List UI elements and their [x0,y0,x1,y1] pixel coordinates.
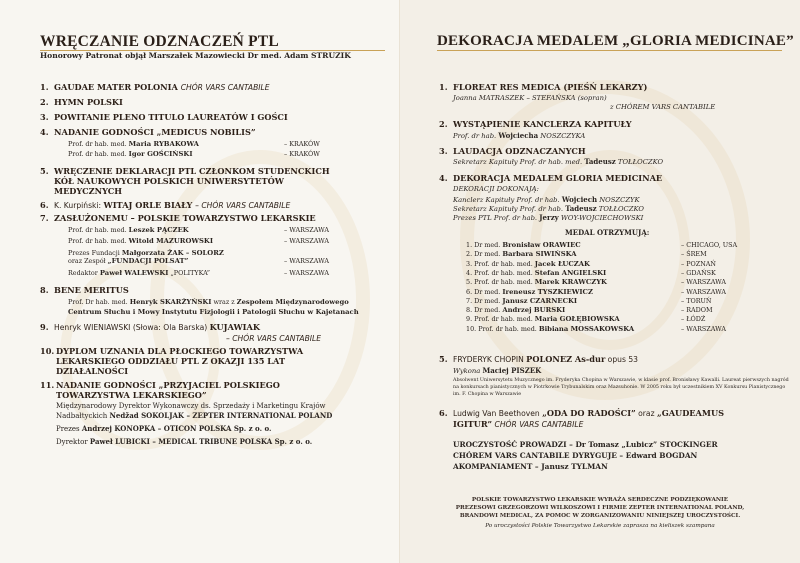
program-item: 3. POWITANIE PLENO TITULO LAUREATÓW I GOŚCI [40,112,288,122]
decorator-line: Kanclerz Kapituły Prof. dr hab. Wojciech NOSZCZYK [453,195,640,204]
program-item: 2. HYMN POLSKI [40,97,123,107]
medal-recipient: 5. Prof. dr hab. med. Marek KRAWCZYK – WARSZAWA [466,278,726,286]
right-title: DEKORACJA MEDALEM „GLORIA MEDICINAE” [437,33,794,49]
thanks-line: POLSKIE TOWARZYSTWO LEKARSKIE WYRAŻA SERDECZNE PODZIĘKOWANIE [471,497,729,503]
program-item: 6. Ludwig Van Beethoven „ODA DO RADOŚCI” oraz „GAUDEAMUS IGITUR” CHÓR VARS CANTABILE [439,408,725,429]
left-title: WRĘCZANIE ODZNACZEŃ PTL [40,33,279,50]
medal-recipient: 7. Dr med. Janusz CZARNECKI – TORUŃ [466,297,712,305]
medal-recipient: 6. Dr med. Ireneusz TYSZKIEWICZ – WARSZAWA [466,288,726,296]
program-item: 7. ZASŁUŻONEMU – POLSKIE TOWARZYSTWO LEKARSKIE [40,213,316,223]
honoree-line: Prof. dr hab. med. Leszek PĄCZEK – WARSZAWA [68,226,329,234]
program-item: 4. DEKORACJA MEDALEM GLORIA MEDICINAE [439,173,663,183]
ceremony-credit: AKOMPANIAMENT – Janusz TYLMAN [453,462,608,471]
invitation-footer: Po uroczystości Polskie Towarzystwo Lekarskie zaprasza na kieliszek szampana [485,523,715,529]
performer-bio: im. F. Chopina w Warszawie [453,392,522,397]
performer-bio: Absolwent Uniwersytetu Muzycznego im. Fryderyka Chopina w Warszawie, w klasie prof. Bronisławy Kawalli. Laureat pierwszych nagród [453,378,789,383]
honoree-line: Międzynarodowy Dyrektor Wykonawczy ds. Sprzedaży i Marketingu Krajów [56,402,326,410]
program-item: 6. K. Kurpiński: WITAJ ORLE BIAŁY – CHÓR VARS CANTABILE [40,200,291,210]
program-item: 2. WYSTĄPIENIE KANCLERZA KAPITUŁY [439,119,632,129]
performer-line: Joanna MATRASZEK – STEFAŃSKA (sopran) [453,94,607,102]
program-item: 11. NADANIE GODNOŚCI „PRZYJACIEL POLSKIEGO TOWARZYSTWA LEKARSKIEGO” [40,380,280,400]
medal-recipient: 9. Prof. dr hab. med. Maria GOŁĘBIOWSKA – ŁÓDŹ [466,315,706,323]
medal-recipient: 4. Prof. dr hab. med. Stefan ANGIELSKI – GDAŃSK [466,269,716,277]
program-item: 10. DYPLOM UZNANIA DLA PŁOCKIEGO TOWARZYSTWA LEKARSKIEGO ODDZIAŁU PTL Z OKAZJI 135 LAT DZIAŁALNOŚCI [40,346,304,376]
honoree-line: Prezes Andrzej KONOPKA – OTICON POLSKA Sp. z o. o. [56,424,272,433]
medal-header: MEDAL OTRZYMUJĄ: [565,228,650,237]
program-item: 1. FLOREAT RES MEDICA (PIEŚŃ LEKARZY) [439,82,648,92]
program-item: 9. Henryk WIENIAWSKI (Słowa: Ola Barska) KUJAWIAK [40,322,260,332]
title-rule [437,50,782,51]
patronage-line: Honorowy Patronat objął Marszałek Mazowiecki Dr med. Adam STRUZIK [40,51,351,60]
medal-recipient: 3. Prof. dr hab. med. Jacek ŁUCZAK – POZNAŃ [466,260,717,268]
program-item: 5. WRĘCZENIE DEKLARACJI PTL CZŁONKOM STUDENCKICH KÓŁ NAUKOWYCH POLSKICH UNIWERSYTETÓW MEDYCZNYCH [40,166,330,196]
program-item: 1. GAUDAE MATER POLONIA CHÓR VARS CANTABILE [40,82,270,92]
honoree-line: Redaktor Paweł WALEWSKI „POLITYKA” – WARSZAWA [68,269,329,277]
honoree-line: Prof. dr hab. med. Witold MAZUROWSKI – WARSZAWA [68,237,329,245]
honoree-line: Nadbałtyckich Nedžad SOKOLJAK – ZEPTER INTERNATIONAL POLAND [56,411,333,420]
honoree-line: Prof. dr hab. med. Maria RYBAKOWA – KRAKÓW [68,140,320,148]
program-item: 5. FRYDERYK CHOPIN POLONEZ As-dur opus 53 [439,354,638,364]
speaker-line: Prof. dr hab. Wojciecha NOSZCZYKA [453,131,586,140]
medal-recipient: 1. Dr med. Bronisław ORAWIEC – CHICAGO, USA [466,241,738,249]
decorator-line: Sekretarz Kapituły Prof. dr hab. Tadeusz TOŁŁOCZKO [453,204,644,213]
honoree-line: Dyrektor Paweł LUBICKI – MEDICAL TRIBUNE POLSKA Sp. z o. o. [56,437,313,446]
performer-line: Wykona Maciej PISZEK [453,366,542,375]
honoree-line: Centrum Słuchu i Mowy Instytutu Fizjologii i Patologii Słuchu w Kajetanach [68,308,359,316]
medal-recipient: 8. Dr med. Andrzej BURSKI – RADOM [466,306,713,314]
honoree-line: oraz Zespół „FUNDACJI POLSAT” – WARSZAWA [68,257,329,265]
ceremony-credit: CHÓREM VARS CANTABILE DYRYGUJE – Edward BOGDAN [453,451,698,460]
right-page [400,0,800,563]
medal-recipient: 2. Dr med. Barbara SIWIŃSKA – ŚREM [466,250,707,258]
thanks-line: PREZESOWI GRZEGORZOWI WILKOSZOWI I FIRMIE ZEPTER INTERNATIONAL POLAND, [455,505,745,511]
choir-credit: – CHÓR VARS CANTABILE [226,334,322,343]
thanks-line: BRANDOWI MEDICAL, ZA POMOC W ZORGANIZOWANIU NINIEJSZEJ UROCZYSTOŚCI. [459,513,741,519]
decorators-lead: DEKORACJI DOKONAJĄ: [453,185,539,193]
performer-line: z CHÓREM VARS CANTABILE [610,103,716,111]
honoree-line: Prof. Dr hab. med. Henryk SKARŻYŃSKI wraz z Zespołem Międzynarodowego [68,298,349,306]
decorator-line: Prezes PTL Prof. dr hab. Jerzy WOY-WOJCIECHOWSKI [453,213,644,222]
medal-recipient: 10. Prof. dr hab. med. Bibiana MOSSAKOWSKA – WARSZAWA [466,325,726,333]
program-item: 3. LAUDACJA ODZNACZANYCH [439,146,586,156]
honoree-line: Prof. dr hab. med. Igor GOŚCIŃSKI – KRAKÓW [68,150,320,158]
honoree-line: Prezes Fundacji Małgorzata ŻAK – SOLORZ [68,249,224,257]
performer-bio: na konkursach pianistycznych w Piotrkowie Trybunalskim oraz Mazsuhonie. W 2005 roku był uczestnikiem XV Konkursu Pianistycznego [453,385,786,390]
ceremony-credit: UROCZYSTOŚĆ PROWADZI – Dr Tomasz „Lubicz” STOCKINGER [453,440,718,449]
speaker-line: Sekretarz Kapituły Prof. dr hab. med. Tadeusz TOŁŁOCZKO [453,157,664,166]
program-item: 8. BENE MERITUS [40,285,129,295]
program-item: 4. NADANIE GODNOŚCI „MEDICUS NOBILIS” [40,127,256,137]
